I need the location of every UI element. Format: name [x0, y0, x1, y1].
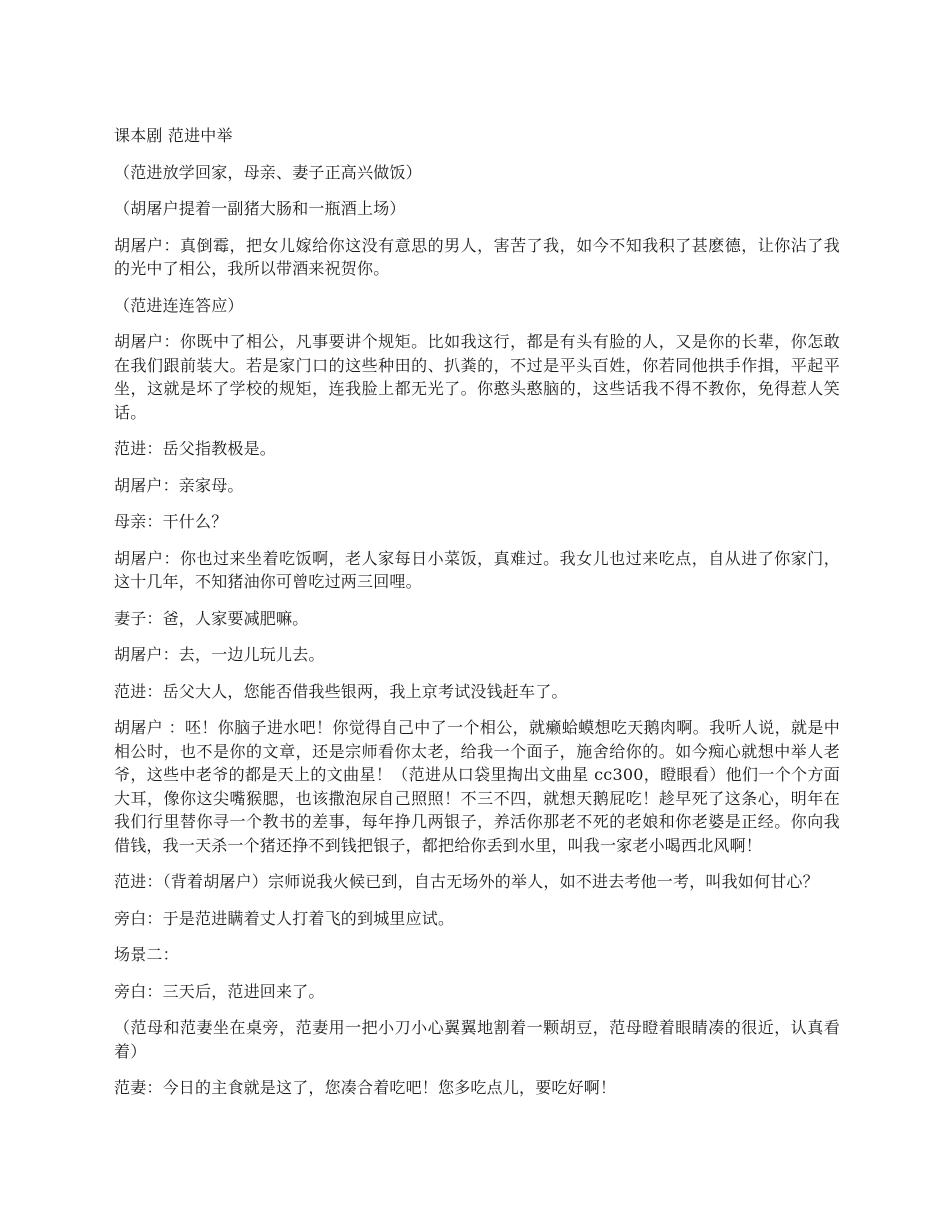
dialogue-line: 范进：（背着胡屠户）宗师说我火候已到，自古无场外的举人，如不进去考他一考，叫我如何甘心？	[114, 872, 819, 891]
stage-direction: （范母和范妻坐在桌旁，范妻用一把小刀小心翼翼地割着一颗胡豆，范母瞪着眼睛凑的很近，认真看着）	[114, 1018, 840, 1061]
dialogue-line: 范妻：今日的主食就是这了，您凑合着吃吧！您多吃点儿，要吃好啊！	[114, 1078, 617, 1097]
dialogue-line: 胡屠户 ：呸！你脑子进水吧！你觉得自己中了一个相公，就癞蛤蟆想吃天鹅肉啊。我听人说，就是中相公时，也不是你的文章，还是宗师看你太老，给我一个面子，施舍给你的。如今痴心就想中举人老爷，这些中老爷的都是天上的文曲星！（范进从口袋里掏出文曲星 cc300，瞪眼看）他们一个个方面大耳，像你这尖嘴猴腮，也该撒泡尿自己照照！不三不四，就想天鹅屁吃！趁早死了这条心，明年在我们行里替你寻一个教书的差事，每年挣几两银子，养活你那老不死的老娘和你老婆是正经。你向我借钱，我一天杀一个猪还挣不到钱把银子，都把给你丢到水里，叫我一家老小喝西北风啊！	[114, 718, 840, 855]
dialogue-line: 胡屠户：亲家母。	[114, 475, 244, 495]
dialogue-line: 胡屠户：你既中了相公，凡事要讲个规矩。比如我这行，都是有头有脸的人，又是你的长辈，你怎敢在我们跟前装大。若是家门口的这些种田的、扒粪的，不过是平头百姓，你若同他拱手作揖，平起平坐，这就是坏了学校的规矩，连我脸上都无光了。你憨头憨脑的，这些话我不得不教你，免得惹人笑话。	[114, 332, 840, 422]
stage-direction: （胡屠户提着一副猪大肠和一瓶酒上场）	[114, 199, 406, 218]
dialogue-line: 母亲：干什么？	[114, 512, 228, 531]
document-title: 课本剧 范进中举	[114, 126, 233, 145]
stage-direction: （范进连连答应）	[114, 295, 244, 315]
narration-line: 旁白：三天后，范进回来了。	[114, 981, 325, 1001]
scene-heading: 场景二：	[114, 945, 179, 964]
dialogue-line: 胡屠户：真倒霉，把女儿嫁给你这没有意思的男人，害苦了我，如今不知我积了甚麽德，让你沾了我的光中了相公，我所以带酒来祝贺你。	[114, 235, 840, 278]
dialogue-line: 胡屠户：你也过来坐着吃饭啊，老人家每日小菜饭，真难过。我女儿也过来吃点，自从进了你家门，这十几年，不知猪油你可曾吃过两三回哩。	[114, 548, 840, 591]
narration-line: 旁白：于是范进瞒着丈人打着飞的到城里应试。	[114, 908, 455, 928]
dialogue-line: 妻子：爸，人家要减肥嘛。	[114, 608, 309, 628]
dialogue-line: 范进：岳父大人，您能否借我些银两，我上京考试没钱赶车了。	[114, 681, 568, 701]
dialogue-line: 范进：岳父指教极是。	[114, 439, 277, 458]
dialogue-line: 胡屠户：去，一边儿玩儿去。	[114, 645, 325, 664]
stage-direction: （范进放学回家，母亲、妻子正高兴做饭）	[114, 162, 422, 182]
document-page	[114, 124, 840, 1113]
